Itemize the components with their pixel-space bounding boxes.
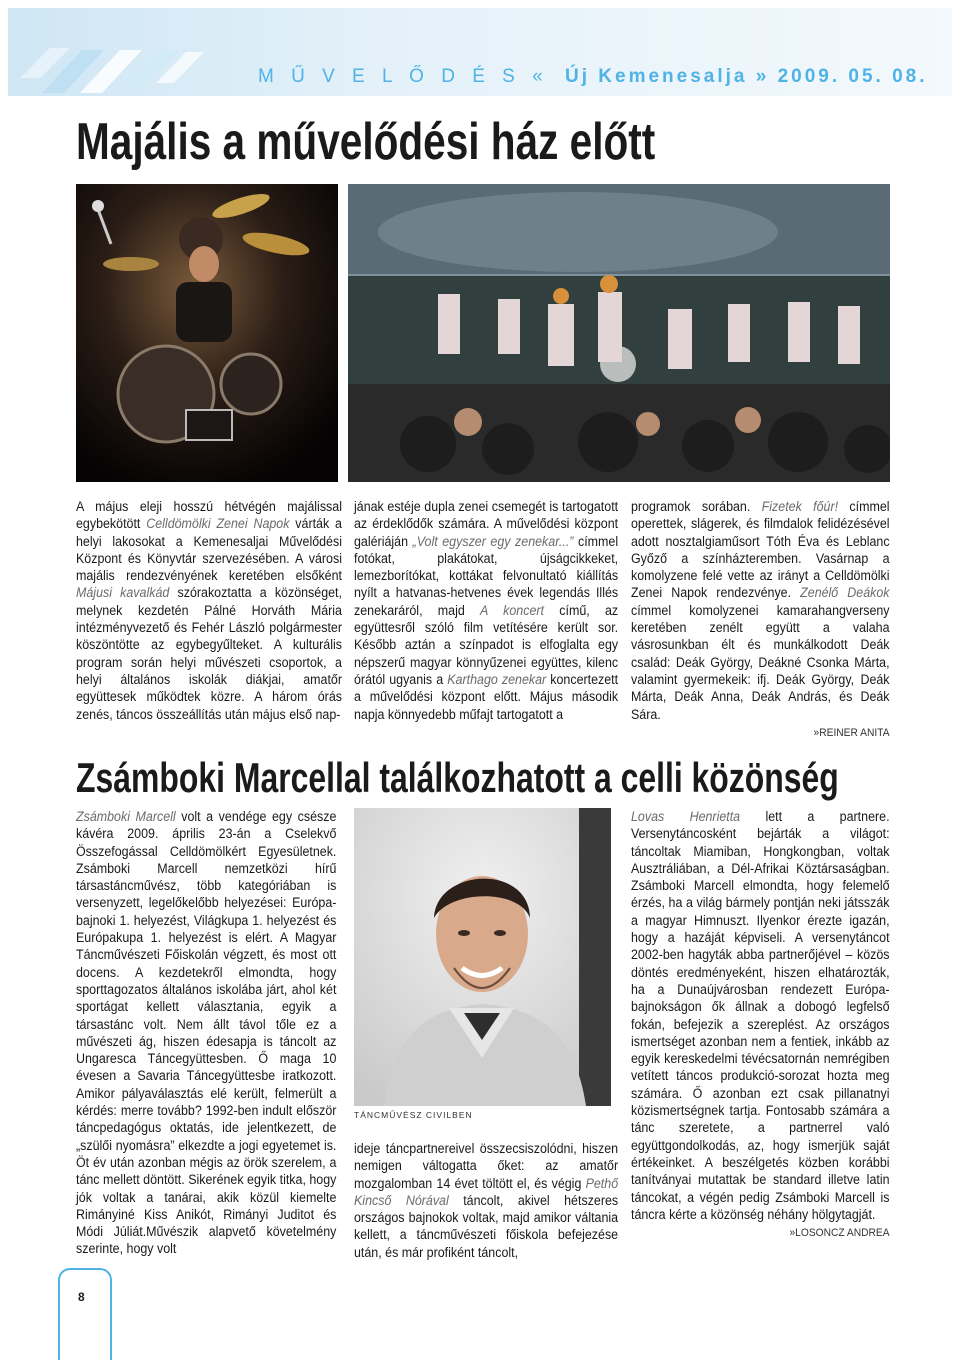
article2-column-1 [76, 808, 336, 1258]
article1-col1-text [76, 498, 342, 723]
article1-column-2 [354, 498, 618, 723]
portrait-photo [354, 808, 611, 1106]
text-run: ideje táncpartnereivel összecsiszolódni, hiszen nemigen váltogatta őket: az amatőr mozgalomban 14 évet töltött el, és végig [354, 1141, 619, 1191]
article2-col3-text [631, 808, 890, 1223]
emphasized-text: Májusi kavalkád [76, 585, 170, 601]
text-run: címmel operettek, slágerek, és filmdalok felidézésével adott nosztalgiaműsort Tóth Éva és Leblanc Győző a színházteremben. Vasárnap a komolyzene felé vette az irányt a Celldömölki Zenei Napok rendezvénye. [631, 499, 890, 601]
text-run: címmel komolyzenei kamarahangverseny keretében zenélt együtt a valaha vásrosunkban élt és munkálkodott Deák család: Deák György, Deákné Csonka Márta, valamint gyermekeik: ifj. Deák György, Deák Márta, Deák Anna, Deák András, és Deák Sára. [631, 602, 890, 722]
drummer-photo [76, 184, 338, 482]
issue-info: Új Kemenesalja » 2009. 05. 08. [565, 66, 928, 87]
article1-byline: »REINER ANITA [813, 726, 890, 739]
emphasized-text: Zsámboki Marcell [76, 809, 176, 824]
emphasized-text: Zenélő Deákok [800, 585, 890, 601]
text-run: jának estéje dupla zenei csemegét is tartogatott az érdeklődők számára. A művelődési központ galériáján [354, 499, 619, 549]
text-run: című, az együttesről szóló film vetítésére került sor. Később aztán a színpadot is elfoglalta egy népszerű magyar könnyűzenei együttes, kilenc órától ugyanis a [354, 602, 619, 687]
emphasized-text: „Volt egyszer egy zenekar...” [412, 533, 574, 549]
text-run: táncolt, akivel hétszeres országos bajnokok voltak, majd amikor váltania kellett, a táncművészeti főiskola befejezése után, és már profiként táncolt, [354, 1192, 619, 1260]
article2-col2-text [354, 1140, 618, 1261]
logo-chevrons-icon [20, 38, 220, 98]
article2-column-2 [354, 1140, 618, 1261]
article2-title: Zsámboki Marcellal találkozhatott a celli közönség [76, 754, 839, 801]
article1-column-3 [631, 498, 890, 742]
article2-column-3 [631, 808, 890, 1242]
article-title: Majális a művelődési ház előtt [76, 113, 656, 171]
text-run: várták a helyi lakosokat a Kemenesaljai Művelődési Központ és Könyvtár szervezésében. A városi majális rendezvényének keretében elsőként [76, 516, 342, 584]
text-run: volt a vendége egy csésze kávéra 2009. április 23-án a Cselekvő Összefogással Celldömölkért Egyesületnek. Zsámboki Marcell nemzetközi hírű társastáncművész, több kategóriában is versenyzett, legelőkelőbb helyezései: Európa-bajnoki 1. helyezést, Világkupa 1. helyezést és Európakupa 1. helyezést is elért. A Magyar Táncművészeti Főiskolán végzett, és most ott docens. A kezdetekről elmondta, hogy sporttagozatos általános iskolába járt, ahol két sportágat kellett választania, egyik a társastánc volt. Nem állt távol tőle ez a művészeti ág, hiszen édesapja is táncolt az Ungaresca Táncegyüttesben. Ő maga 10 évesen a Savaria Táncegyüttesbe iratkozott. Amikor pályaválasztás elé került, felmerült a kérdés: merre tovább? 1992-ben indult először táncpedagógus oktatás, ide jelentkezett, de „szülői nyomásra” elkezdte a jogi egyetemet is. Öt év után azonban mégis az örök szerelem, a tánc mellett döntött. Sikerének egyik titka, hogy jók voltak a tanárai, akik közül kiemelte Rimányiné Kiss Anikót, Rimányi Juditot és Módi Júliát.Művészik alapvető követelmény szerinte, hogy volt [76, 809, 337, 1257]
article1-col3-text [631, 498, 890, 723]
text-run: szórakoztatta a közönséget, melynek kezdetén Pálné Horváth Mária intézményvezető és Fehér László polgármester köszöntötte az egybegyűlteket. A kulturális program során helyi művészeti csoportok, a helyi általános iskolák diákjai, amatőr együttesek működtek közre. A három órás zenés, táncos összeállítás után május első nap- [76, 585, 342, 722]
text-run: koncertezett a művelődési központ előtt. Május második napja könnyedebb műfajt tartogatott a [354, 671, 619, 722]
emphasized-text: Lovas Henrietta [631, 809, 741, 824]
emphasized-text: Karthago zenekar [447, 671, 547, 687]
article2-byline: »LOSONCZ ANDREA [789, 1227, 890, 1240]
text-run: címmel fotókat, plakátokat, újságcikkeket, lemezborítókat, kottákat felvonultató kiállítás nyílt a hatvanas-hetvenes évek legendás Illés zenekaráról, majd [354, 533, 619, 618]
text-run: programok sorában. [631, 499, 762, 514]
text-run: A május eleji hosszú hétvégén majálissal egybekötött [76, 499, 342, 532]
text-run: lett a partnere. Versenytáncosként bejárták a világot: táncoltak Miamiban, Hongkongban, voltak Ausztráliában, a Dél-Afrikai Köztársaságban. Zsámboki Marcell elmondta, hogy felemelő érzés, ha a világ bármely pontján neki játsszák a magyar Himnuszt. Ilyenkor érezte igazán, hogy a hazáját képviseli. A versenytáncot 2002-ben hagyták abba partnerőjével – közös döntés eredményeként, hiszen elhatározták, ha a Dunaújvárosban rendezett Európa-bajnokságon ők állnak a dobogó legfelső fokán, befejezik a szereplést. Az országos ismertséget azonban nem a fentiek, inkább az egyik kereskedelmi tévécsatornán nemrégiben vetített táncos produkció-sorozat hozta meg számára. Ő azonban ezt csak pillanatnyi közismertségnek tartja. Fontosabb számára a tánc szeretete, a partnerrel való együttgondolkodás, az, hogy ismerjük saját értékeinket. A beszélgetés közben korábbi tanítványai mutattak be standard illetve latin táncokat, a végén pedig Zsámboki Marcell is táncra kérte a közönség néhány hölgytagját. [631, 809, 890, 1222]
emphasized-text: Pethő Kincső Nórával [354, 1175, 619, 1208]
article2-col1-text [76, 808, 336, 1258]
page-number-tab [58, 1268, 112, 1360]
page-number: 8 [78, 1290, 85, 1304]
dancers-photo [348, 184, 890, 482]
emphasized-text: Fizetek főúr! [761, 499, 839, 514]
photo-caption: TÁNCMŰVÉSZ CIVILBEN [354, 1110, 473, 1120]
article1-col2-text [354, 498, 618, 723]
article1-column-1 [76, 498, 342, 723]
section-label: M Ű V E L Ő D É S « [258, 66, 549, 87]
emphasized-text: Celldömölki Zenei Napok [146, 516, 290, 532]
emphasized-text: A koncert [480, 602, 544, 618]
